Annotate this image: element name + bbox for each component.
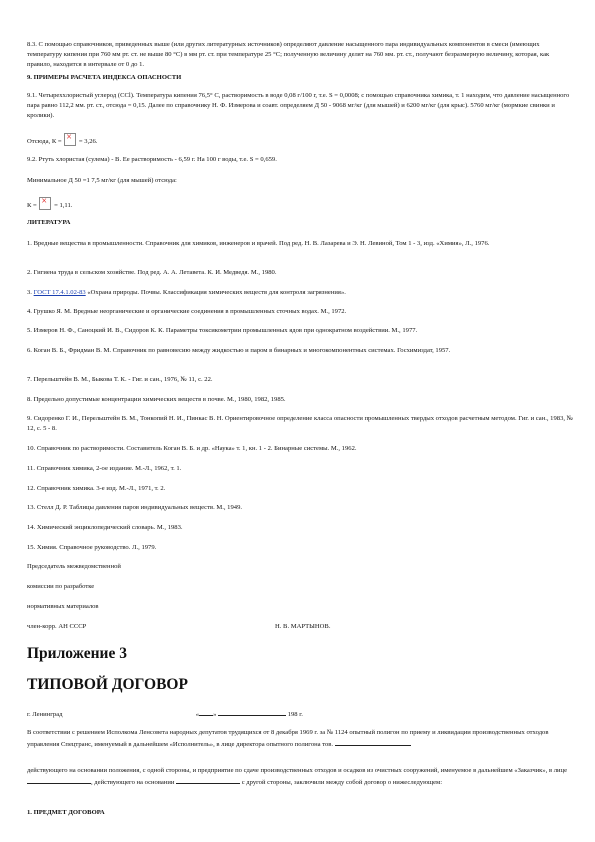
month-blank (218, 708, 286, 716)
date-quote-open: « (195, 711, 200, 718)
reference-number: 3. (27, 289, 32, 296)
reference-item: 10. Справочник по растворимости. Составитель Коган В. Б. и др. «Наука» т. 1, кн. 1 - 2. Бинарные системы. М., 1962. (27, 445, 357, 452)
formula-1-value: = 3,26. (78, 138, 98, 145)
contract-title: ТИПОВОЙ ДОГОВОР (27, 676, 188, 693)
day-blank (199, 708, 213, 716)
reference-item-3 (27, 288, 575, 298)
appendix-title: Приложение 3 (27, 645, 127, 662)
formula-1 (27, 133, 575, 147)
date-quote-close: » (213, 711, 217, 718)
formula-2-value: = 1,11. (54, 202, 73, 209)
reference-item: 12. Справочник химика. 3-е изд. М.-Л., 1971, т. 2. (27, 485, 166, 492)
reference-item: 7. Перельштейн В. М., Быкова Т. К. - Гиг. и сан., 1976, № 11, с. 22. (27, 376, 213, 383)
reference-text: «Охрана природы. Почвы. Классификация химических веществ для контроля загрязнения». (87, 289, 346, 296)
reference-item: 6. Коган В. Б., Фридман В. М. Справочник по равновесию между жидкостью и паром в бинарных и многокомпонентных системах. Госхимиздат, 1957. (27, 347, 451, 354)
contract-text: , действующего на основании (91, 779, 175, 786)
reference-item: 1. Вредные вещества в промышленности. Справочник для химиков, инженеров и врачей. Под ред. Н. В. Лазарева и Э. Н. Левиной, Том 1 - 3, изд. «Химия», Л., 1976. (27, 240, 490, 247)
reference-item: 2. Гигиена труда в сельском хозяйстве. Под ред. А. А. Летавета. К. И. Медведя. М., 1980. (27, 269, 277, 276)
reference-item: 15. Химия. Справочное руководство. Л., 1979. (27, 544, 157, 551)
reference-item: 13. Стелл Д. Р. Таблицы давления паров индивидуальных веществ. М., 1949. (27, 504, 243, 511)
section-9-heading: 9. ПРИМЕРЫ РАСЧЕТА ИНДЕКСА ОПАСНОСТИ (27, 74, 182, 81)
contract-section-1-heading: 1. ПРЕДМЕТ ДОГОВОРА (27, 809, 105, 816)
basis-blank (176, 776, 240, 784)
gost-link[interactable]: ГОСТ 17.4.1.02-83 (33, 289, 86, 296)
signature-line-2: комиссии по разработке (27, 583, 95, 590)
formula-2-prefix: К = (27, 202, 37, 209)
contract-place-date (27, 708, 575, 720)
signature-line-4: член-корр. АН СССР (27, 623, 87, 630)
literature-heading: ЛИТЕРАТУРА (27, 219, 71, 226)
director-name-blank (335, 738, 411, 746)
city: г. Ленинград (27, 711, 63, 718)
contract-paragraph-2 (27, 766, 575, 788)
paragraph-9-2: 9.2. Ртуть хлористая (сулема) - В. Ее растворимость - 6,59 г. На 100 г воды, т.е. S = 0,659. (27, 156, 277, 163)
representative-blank (27, 776, 91, 784)
broken-image-icon (64, 133, 76, 146)
formula-2 (27, 197, 575, 211)
reference-item: 9. Сидоренко Г. И., Перельштейн В. М., Тонкопий Н. И., Пинкас В. Н. Ориентировочное определение класса опасности промышленных твердых отходов расчетным методом. Гиг. и сан., 1983, № 12, с. 5 - 8. (27, 415, 573, 432)
contract-text: В соответствии с решением Исполкома Ленсовета народных депутатов трудящихся от 8 декабря 1969 г. за № 1124 опытный полигон по приему и ликвидации производственных отходов управления Спецтранс, именуемый в дальнейшем «Исполнитель», в лице директора опытного полигона тов. (27, 729, 549, 748)
paragraph-9-1: 9.1. Четыреххлористый углерод (ССl). Температура кипения 76,5° С, растворимость в воде 0,08 г/100 г, т.е. S = 0,0008; с помощью справочника химика, т. 1 находим, что давление насыщенного пара равно 112,2 мм. рт. ст., отсюда = 0,15. Далее по справочнику Н. Ф. Измерова и соавт. определяем Д 50 - 9068 мг/кг (для мышей) и 6200 мг/кг (для крыс). 5760 мг/кг (мормкие свинки и кролики). (27, 92, 570, 119)
reference-item: 4. Грушко Я. М. Вредные неорганические и органические соединения в промышленных сточных водах. М., 1972. (27, 308, 347, 315)
signature-line-3: нормативных материалов (27, 603, 99, 610)
paragraph-8-3: 8.3. С помощью справочников, приведенных выше (или других литературных источников) определяют давление насыщенного пара индивидуальных компонентов в смеси (имеющих температуру кипения при 760 мм рт. ст. не выше 80 °С) в мм рт. ст. при температуре 25 °С; полученную величину делят на 760 мм. рт. ст., получают безразмерную величину, которая, как правило, находится в интервале от 0 до 1. (27, 41, 550, 68)
reference-item: 11. Справочник химика, 2-ое издание. М.-Л., 1962, т. 1. (27, 465, 182, 472)
contract-text: действующего на основании положения, с одной стороны, и предприятие по сдаче производственных отходов и осадков из очистных сооружений, именуемое в дальнейшем «Заказчик», в лице (27, 767, 568, 774)
reference-item: 5. Измеров Н. Ф., Саноцкий И. В., Сидоров К. К. Параметры токсикометрии промышленных ядов при однократном воздействии. М., 1977. (27, 327, 418, 334)
formula-1-prefix: Отсюда, К = (27, 138, 62, 145)
signature-name: Н. В. МАРТЫНОВ. (275, 623, 331, 630)
contract-paragraph-1 (27, 728, 575, 750)
min-dl-line: Минимальное Д 50 =1 7,5 мг/кг (для мышей) отсюда: (27, 177, 177, 184)
reference-item: 14. Химический энциклопедический словарь. М., 1983. (27, 524, 183, 531)
contract-text: с другой стороны, заключили между собой договор о нижеследующем: (241, 779, 443, 786)
reference-item: 8. Предельно допустимые концентрации химических веществ в почве. М., 1980, 1982, 1985. (27, 396, 286, 403)
signature-line-1: Председатель межведомственной (27, 563, 121, 570)
year: 198 г. (287, 711, 303, 718)
broken-image-icon (39, 197, 51, 210)
